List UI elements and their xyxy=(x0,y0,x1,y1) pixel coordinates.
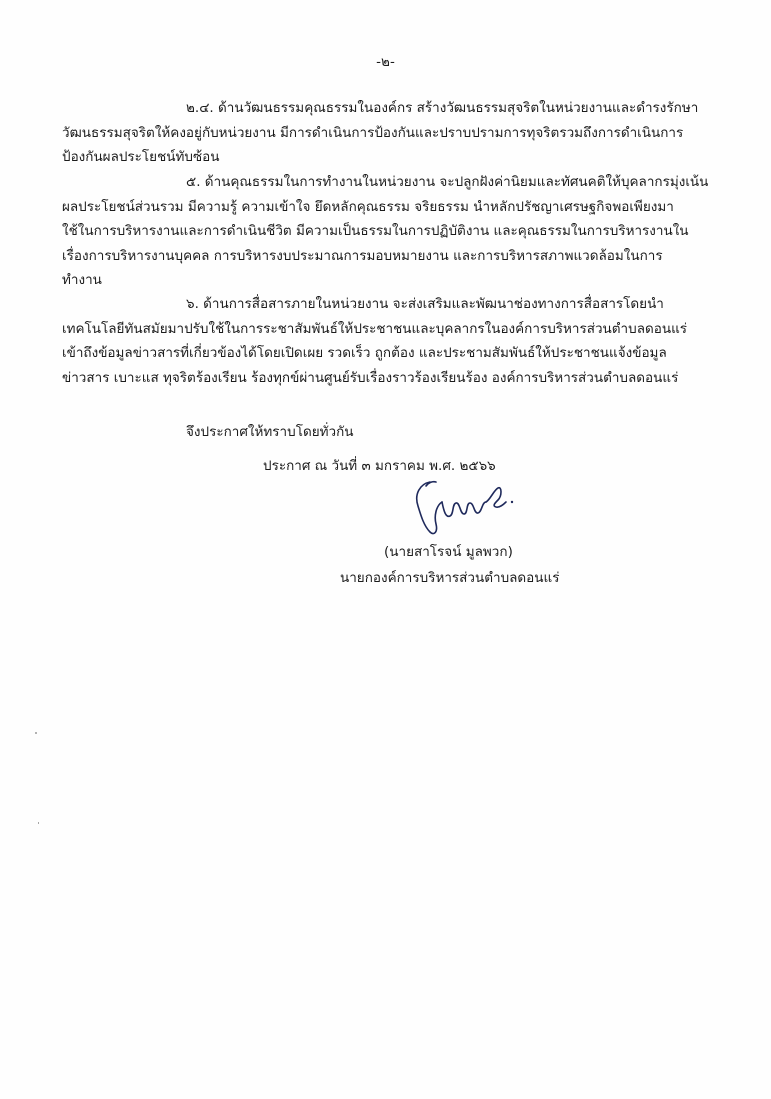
paragraph-line: ๒.๔. ด้านวัฒนธรรมคุณธรรมในองค์กร สร้างวัฒนธรรมสุจริตในหน่วยงานและดำรงรักษา xyxy=(186,100,699,116)
scan-speck xyxy=(38,822,39,824)
paragraph-communication xyxy=(62,292,712,390)
paragraph-line: ผลประโยชน์ส่วนรวม มีความรู้ ความเข้าใจ ยึดหลักคุณธรรม จริยธรรม นำหลักปรัชญาเศรษฐกิจพอเพียงมา xyxy=(62,198,674,215)
paragraph-culture xyxy=(62,96,712,170)
page-number: -๒- xyxy=(376,54,395,70)
paragraph-line: เข้าถึงข้อมูลข่าวสารที่เกี่ยวข้องได้โดยเปิดเผย รวดเร็ว ถูกต้อง และประชามสัมพันธ์ให้ประชาชนแจ้งข้อมูล xyxy=(62,345,667,361)
signer-title: นายกองค์การบริหารส่วนตำบลดอนแร่ xyxy=(340,570,560,586)
closing-statement: จึงประกาศให้ทราบโดยทั่วกัน xyxy=(186,424,354,440)
paragraph-line: ป้องกันผลประโยชน์ทับซ้อน xyxy=(62,149,220,165)
paragraph-line: วัฒนธรรมสุจริตให้คงอยู่กับหน่วยงาน มีการดำเนินการป้องกันและปราบปรามการทุจริตรวมถึงการดำเนินการ xyxy=(62,124,684,141)
announcement-date: ประกาศ ณ วันที่ ๓ มกราคม พ.ศ. ๒๕๖๖ xyxy=(263,458,496,474)
paragraph-line: ใช้ในการบริหารงานและการดำเนินชีวิต มีความเป็นธรรมในการปฏิบัติงาน และคุณธรรมในการบริหารงานใน xyxy=(62,223,689,239)
signature-image xyxy=(408,476,520,538)
paragraph-line: ๖. ด้านการสื่อสารภายในหน่วยงาน จะส่งเสริมและพัฒนาช่องทางการสื่อสารโดยนำ xyxy=(186,296,664,312)
paragraph-line: เรื่องการบริหารงานบุคคล การบริหารงบประมาณการมอบหมายงาน และการบริหารสภาพแวดล้อมในการ xyxy=(62,247,663,264)
scan-speck xyxy=(35,732,37,734)
paragraph-line: เทคโนโลยีทันสมัยมาปรับใช้ในการระชาสัมพันธ์ให้ประชาชนและบุคลากรในองค์การบริหารส่วนตำบลดอนแร่ xyxy=(62,320,688,337)
paragraph-line: ๕. ด้านคุณธรรมในการทำงานในหน่วยงาน จะปลูกฝังค่านิยมและทัศนคติให้บุคลากรมุ่งเน้น xyxy=(186,174,709,190)
paragraph-ethics xyxy=(62,170,712,293)
paragraph-line: ทำงาน xyxy=(62,272,102,288)
paragraph-line: ข่าวสาร เบาะแส ทุจริตร้องเรียน ร้องทุกข์ผ่านศูนย์รับเรื่องราวร้องเรียนร้อง องค์การบริหารส่วนตำบลดอนแร่ xyxy=(62,369,679,386)
signer-name: (นายสาโรจน์ มูลพวก) xyxy=(384,544,513,560)
